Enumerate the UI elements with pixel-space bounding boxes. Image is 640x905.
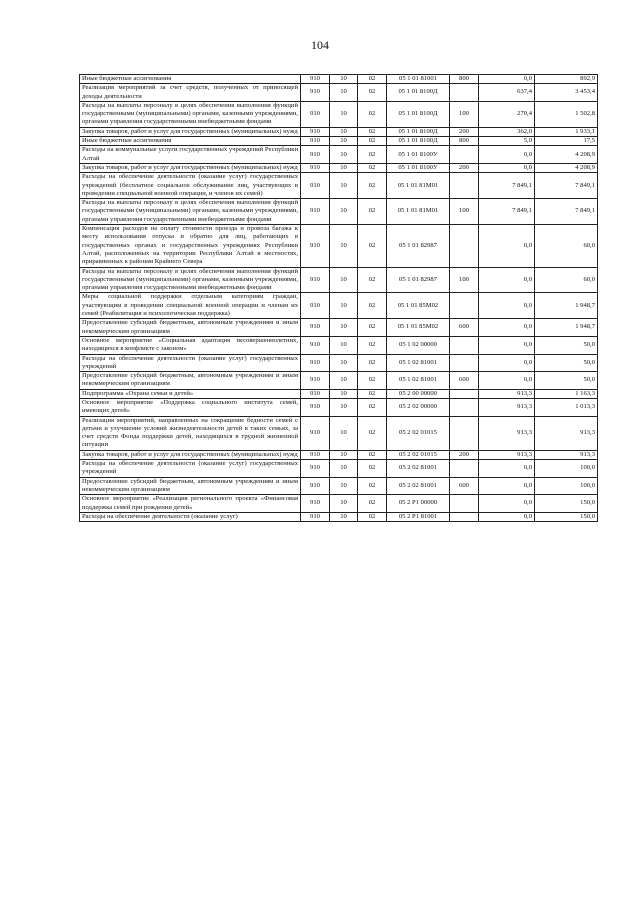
row-amount-change: 637,4 xyxy=(479,84,535,102)
row-subsection-code: 02 xyxy=(358,336,387,354)
row-target-article: 05 1 01 85М02 xyxy=(387,319,450,337)
row-subsection-code: 02 xyxy=(358,163,387,172)
row-target-article: 05 1 01 8100Д xyxy=(387,84,450,102)
table-row xyxy=(80,137,598,146)
row-target-article: 05 1 01 8100У xyxy=(387,146,450,164)
table-row xyxy=(80,389,598,398)
table-row xyxy=(80,101,598,127)
row-target-article: 05 1 01 8100У xyxy=(387,163,450,172)
row-target-article: 05 1 01 81М01 xyxy=(387,173,450,199)
row-target-article: 05 2 02 01015 xyxy=(387,416,450,450)
row-ministry-code: 910 xyxy=(301,398,330,416)
row-description: Предоставление субсидий бюджетным, автономным учреждениям и иным некоммерческим организациям xyxy=(80,477,301,495)
row-amount-total: 4 208,9 xyxy=(535,163,598,172)
row-expense-type xyxy=(450,225,479,267)
table-row xyxy=(80,267,598,293)
row-description: Предоставление субсидий бюджетным, автономным учреждениям и иным некоммерческим организациям xyxy=(80,372,301,390)
row-amount-total: 1 933,1 xyxy=(535,127,598,136)
row-expense-type: 200 xyxy=(450,163,479,172)
row-subsection-code: 02 xyxy=(358,495,387,513)
row-section-code: 10 xyxy=(330,495,358,513)
row-amount-total: 913,3 xyxy=(535,416,598,450)
row-expense-type: 100 xyxy=(450,199,479,225)
row-expense-type: 600 xyxy=(450,477,479,495)
row-amount-total: 100,0 xyxy=(535,460,598,478)
row-expense-type xyxy=(450,336,479,354)
row-expense-type xyxy=(450,354,479,372)
row-target-article: 05 1 01 82987 xyxy=(387,225,450,267)
row-target-article: 05 1 01 81001 xyxy=(387,75,450,84)
row-description: Закупка товаров, работ и услуг для государственных (муниципальных) нужд xyxy=(80,450,301,459)
row-description: Предоставление субсидий бюджетным, автономным учреждениям и иным некоммерческим организациям xyxy=(80,319,301,337)
row-target-article: 05 1 01 81М01 xyxy=(387,199,450,225)
row-description: Расходы на обеспечение деятельности (оказание услуг) xyxy=(80,512,301,521)
row-amount-change: 0,0 xyxy=(479,163,535,172)
row-description: Расходы на обеспечение деятельности (оказание услуг) государственных учреждений xyxy=(80,460,301,478)
row-amount-total: 50,0 xyxy=(535,354,598,372)
row-amount-change: 7 849,1 xyxy=(479,199,535,225)
row-amount-change: 270,4 xyxy=(479,101,535,127)
row-amount-total: 1 163,3 xyxy=(535,389,598,398)
table-row xyxy=(80,336,598,354)
row-amount-total: 4 208,9 xyxy=(535,146,598,164)
row-subsection-code: 02 xyxy=(358,398,387,416)
row-section-code: 10 xyxy=(330,389,358,398)
row-section-code: 10 xyxy=(330,354,358,372)
row-expense-type xyxy=(450,460,479,478)
row-description: Основное мероприятие «Социальная адаптация несовершеннолетних, находящихся в конфликте с законом» xyxy=(80,336,301,354)
row-ministry-code: 910 xyxy=(301,495,330,513)
row-amount-change: 362,0 xyxy=(479,127,535,136)
row-ministry-code: 910 xyxy=(301,450,330,459)
row-description: Компенсация расходов на оплату стоимости проезда и провоза багажа к месту использования отпуска и обратно для лиц, работающих в государственных органах и государственных учреждениях Республики Алтай, расположенных на территории Республики Алтай в местностях, приравненных к районам Крайнего Севера xyxy=(80,225,301,267)
row-amount-total: 7 849,1 xyxy=(535,199,598,225)
row-target-article: 05 2 Р1 00000 xyxy=(387,495,450,513)
row-ministry-code: 910 xyxy=(301,416,330,450)
row-ministry-code: 910 xyxy=(301,199,330,225)
row-subsection-code: 02 xyxy=(358,319,387,337)
row-expense-type xyxy=(450,416,479,450)
row-target-article: 05 1 02 81001 xyxy=(387,372,450,390)
table-row xyxy=(80,127,598,136)
table-row xyxy=(80,293,598,319)
row-subsection-code: 02 xyxy=(358,293,387,319)
row-description: Расходы на выплаты персоналу в целях обеспечения выполнения функций государственными (муниципальными) органами, казенными учреждениями, органами управления государственными внебюджетными фондами xyxy=(80,199,301,225)
row-amount-change: 7 849,1 xyxy=(479,173,535,199)
row-subsection-code: 02 xyxy=(358,173,387,199)
row-description: Подпрограмма «Охрана семьи и детей» xyxy=(80,389,301,398)
row-ministry-code: 910 xyxy=(301,75,330,84)
row-amount-change: 0,0 xyxy=(479,146,535,164)
row-subsection-code: 02 xyxy=(358,137,387,146)
row-ministry-code: 910 xyxy=(301,146,330,164)
row-description: Реализация мероприятий, направленных на сокращение бедности семей с детьми и улучшение условий жизнедеятельности детей в таких семьях, за счет средств Фонда поддержки детей, находящихся в трудной жизненной ситуации xyxy=(80,416,301,450)
table-row xyxy=(80,75,598,84)
row-ministry-code: 910 xyxy=(301,101,330,127)
row-amount-total: 17,5 xyxy=(535,137,598,146)
row-amount-total: 50,0 xyxy=(535,372,598,390)
row-ministry-code: 910 xyxy=(301,84,330,102)
row-subsection-code: 02 xyxy=(358,101,387,127)
row-amount-change: 0,0 xyxy=(479,225,535,267)
row-expense-type xyxy=(450,146,479,164)
row-subsection-code: 02 xyxy=(358,477,387,495)
row-expense-type xyxy=(450,173,479,199)
row-amount-total: 1 502,8 xyxy=(535,101,598,127)
row-section-code: 10 xyxy=(330,267,358,293)
table-row xyxy=(80,512,598,521)
row-target-article: 05 2 Р1 81001 xyxy=(387,512,450,521)
row-ministry-code: 910 xyxy=(301,293,330,319)
row-expense-type: 600 xyxy=(450,319,479,337)
row-amount-change: 0,0 xyxy=(479,460,535,478)
row-expense-type xyxy=(450,398,479,416)
row-section-code: 10 xyxy=(330,75,358,84)
row-section-code: 10 xyxy=(330,460,358,478)
row-amount-total: 892,9 xyxy=(535,75,598,84)
row-amount-total: 1 948,7 xyxy=(535,293,598,319)
row-amount-change: 0,0 xyxy=(479,293,535,319)
row-section-code: 10 xyxy=(330,450,358,459)
row-ministry-code: 910 xyxy=(301,336,330,354)
row-target-article: 05 1 01 82987 xyxy=(387,267,450,293)
row-target-article: 05 1 02 81001 xyxy=(387,354,450,372)
row-target-article: 05 2 02 00000 xyxy=(387,398,450,416)
row-section-code: 10 xyxy=(330,225,358,267)
row-amount-change: 0,0 xyxy=(479,354,535,372)
row-amount-change: 913,3 xyxy=(479,450,535,459)
row-target-article: 05 1 01 85М02 xyxy=(387,293,450,319)
row-target-article: 05 2 02 81001 xyxy=(387,477,450,495)
row-amount-total: 100,0 xyxy=(535,477,598,495)
table-row xyxy=(80,199,598,225)
table-row xyxy=(80,450,598,459)
row-ministry-code: 910 xyxy=(301,460,330,478)
row-target-article: 05 2 00 00000 xyxy=(387,389,450,398)
row-ministry-code: 910 xyxy=(301,372,330,390)
row-section-code: 10 xyxy=(330,336,358,354)
row-amount-change: 913,3 xyxy=(479,389,535,398)
row-description: Реализация мероприятий за счет средств, полученных от приносящей доходы деятельности xyxy=(80,84,301,102)
budget-table-body xyxy=(80,75,598,522)
row-subsection-code: 02 xyxy=(358,372,387,390)
table-row xyxy=(80,477,598,495)
row-description: Основное мероприятие «Поддержка социального института семей, имеющих детей» xyxy=(80,398,301,416)
row-ministry-code: 910 xyxy=(301,512,330,521)
page-number: 104 xyxy=(311,38,329,52)
row-ministry-code: 910 xyxy=(301,127,330,136)
row-description: Расходы на обеспечение деятельности (оказание услуг) государственных учреждений (бесплатное социальное обслуживание лиц, участвующих в проведении специальной военной операции, и членов их семей) xyxy=(80,173,301,199)
row-description: Иные бюджетные ассигнования xyxy=(80,75,301,84)
row-subsection-code: 02 xyxy=(358,416,387,450)
table-row xyxy=(80,173,598,199)
row-section-code: 10 xyxy=(330,477,358,495)
row-subsection-code: 02 xyxy=(358,84,387,102)
row-subsection-code: 02 xyxy=(358,225,387,267)
row-section-code: 10 xyxy=(330,163,358,172)
row-subsection-code: 02 xyxy=(358,389,387,398)
row-amount-change: 0,0 xyxy=(479,319,535,337)
row-amount-change: 0,0 xyxy=(479,372,535,390)
row-subsection-code: 02 xyxy=(358,267,387,293)
row-expense-type xyxy=(450,293,479,319)
table-row xyxy=(80,163,598,172)
row-ministry-code: 910 xyxy=(301,137,330,146)
table-row xyxy=(80,319,598,337)
row-amount-change: 0,0 xyxy=(479,267,535,293)
row-subsection-code: 02 xyxy=(358,512,387,521)
row-section-code: 10 xyxy=(330,319,358,337)
row-ministry-code: 910 xyxy=(301,267,330,293)
row-expense-type xyxy=(450,512,479,521)
row-amount-change: 913,3 xyxy=(479,398,535,416)
table-row xyxy=(80,146,598,164)
row-subsection-code: 02 xyxy=(358,354,387,372)
row-description: Расходы на выплаты персоналу в целях обеспечения выполнения функций государственными (муниципальными) органами, казенными учреждениями, органами управления государственными внебюджетными фондами xyxy=(80,101,301,127)
row-expense-type: 200 xyxy=(450,127,479,136)
row-section-code: 10 xyxy=(330,416,358,450)
row-subsection-code: 02 xyxy=(358,199,387,225)
table-row xyxy=(80,372,598,390)
row-target-article: 05 2 02 01015 xyxy=(387,450,450,459)
row-section-code: 10 xyxy=(330,293,358,319)
row-ministry-code: 910 xyxy=(301,354,330,372)
row-amount-total: 3 453,4 xyxy=(535,84,598,102)
row-ministry-code: 910 xyxy=(301,389,330,398)
row-expense-type: 600 xyxy=(450,372,479,390)
row-section-code: 10 xyxy=(330,372,358,390)
row-ministry-code: 910 xyxy=(301,173,330,199)
row-description: Меры социальной поддержки отдельным категориям граждан, участвующим в проведении специальной военной операции и членам их семей (Реабилитация и психологическая поддержка) xyxy=(80,293,301,319)
row-description: Расходы на коммунальные услуги государственных учреждений Республики Алтай xyxy=(80,146,301,164)
row-description: Закупка товаров, работ и услуг для государственных (муниципальных) нужд xyxy=(80,163,301,172)
row-expense-type: 800 xyxy=(450,75,479,84)
row-expense-type: 800 xyxy=(450,137,479,146)
row-amount-change: 0,0 xyxy=(479,495,535,513)
row-subsection-code: 02 xyxy=(358,450,387,459)
table-row xyxy=(80,495,598,513)
table-row xyxy=(80,84,598,102)
row-subsection-code: 02 xyxy=(358,75,387,84)
row-section-code: 10 xyxy=(330,512,358,521)
row-section-code: 10 xyxy=(330,137,358,146)
row-description: Основное мероприятие «Реализация регионального проекта «Финансовая поддержка семей при рождении детей» xyxy=(80,495,301,513)
row-description: Закупка товаров, работ и услуг для государственных (муниципальных) нужд xyxy=(80,127,301,136)
row-amount-total: 150,0 xyxy=(535,512,598,521)
row-section-code: 10 xyxy=(330,146,358,164)
row-section-code: 10 xyxy=(330,199,358,225)
row-section-code: 10 xyxy=(330,398,358,416)
row-amount-change: 0,0 xyxy=(479,477,535,495)
row-expense-type: 100 xyxy=(450,267,479,293)
row-amount-total: 50,0 xyxy=(535,336,598,354)
row-amount-total: 1 948,7 xyxy=(535,319,598,337)
table-row xyxy=(80,354,598,372)
row-subsection-code: 02 xyxy=(358,146,387,164)
table-row xyxy=(80,416,598,450)
row-description: Расходы на выплаты персоналу в целях обеспечения выполнения функций государственными (муниципальными) органами, казенными учреждениями, органами управления государственными внебюджетными фондами xyxy=(80,267,301,293)
row-subsection-code: 02 xyxy=(358,460,387,478)
row-amount-total: 60,0 xyxy=(535,225,598,267)
row-amount-change: 0,0 xyxy=(479,512,535,521)
row-amount-total: 150,0 xyxy=(535,495,598,513)
row-target-article: 05 2 02 81001 xyxy=(387,460,450,478)
row-target-article: 05 1 01 8100Д xyxy=(387,137,450,146)
row-section-code: 10 xyxy=(330,173,358,199)
row-expense-type: 100 xyxy=(450,101,479,127)
row-ministry-code: 910 xyxy=(301,225,330,267)
row-description: Расходы на обеспечение деятельности (оказание услуг) государственных учреждений xyxy=(80,354,301,372)
row-amount-total: 7 849,1 xyxy=(535,173,598,199)
row-amount-total: 913,3 xyxy=(535,450,598,459)
row-amount-change: 0,0 xyxy=(479,336,535,354)
row-amount-total: 60,0 xyxy=(535,267,598,293)
table-row xyxy=(80,398,598,416)
row-subsection-code: 02 xyxy=(358,127,387,136)
row-ministry-code: 910 xyxy=(301,319,330,337)
row-target-article: 05 1 02 00000 xyxy=(387,336,450,354)
row-target-article: 05 1 01 8100Д xyxy=(387,101,450,127)
row-section-code: 10 xyxy=(330,101,358,127)
row-expense-type: 200 xyxy=(450,450,479,459)
row-amount-change: 913,3 xyxy=(479,416,535,450)
row-description: Иные бюджетные ассигнования xyxy=(80,137,301,146)
budget-table xyxy=(79,74,598,522)
row-amount-total: 1 013,3 xyxy=(535,398,598,416)
row-amount-change: 0,0 xyxy=(479,75,535,84)
row-expense-type xyxy=(450,389,479,398)
row-ministry-code: 910 xyxy=(301,163,330,172)
row-expense-type xyxy=(450,84,479,102)
row-target-article: 05 1 01 8100Д xyxy=(387,127,450,136)
table-row xyxy=(80,460,598,478)
row-expense-type xyxy=(450,495,479,513)
row-amount-change: 5,0 xyxy=(479,137,535,146)
row-section-code: 10 xyxy=(330,127,358,136)
table-row xyxy=(80,225,598,267)
row-ministry-code: 910 xyxy=(301,477,330,495)
row-section-code: 10 xyxy=(330,84,358,102)
